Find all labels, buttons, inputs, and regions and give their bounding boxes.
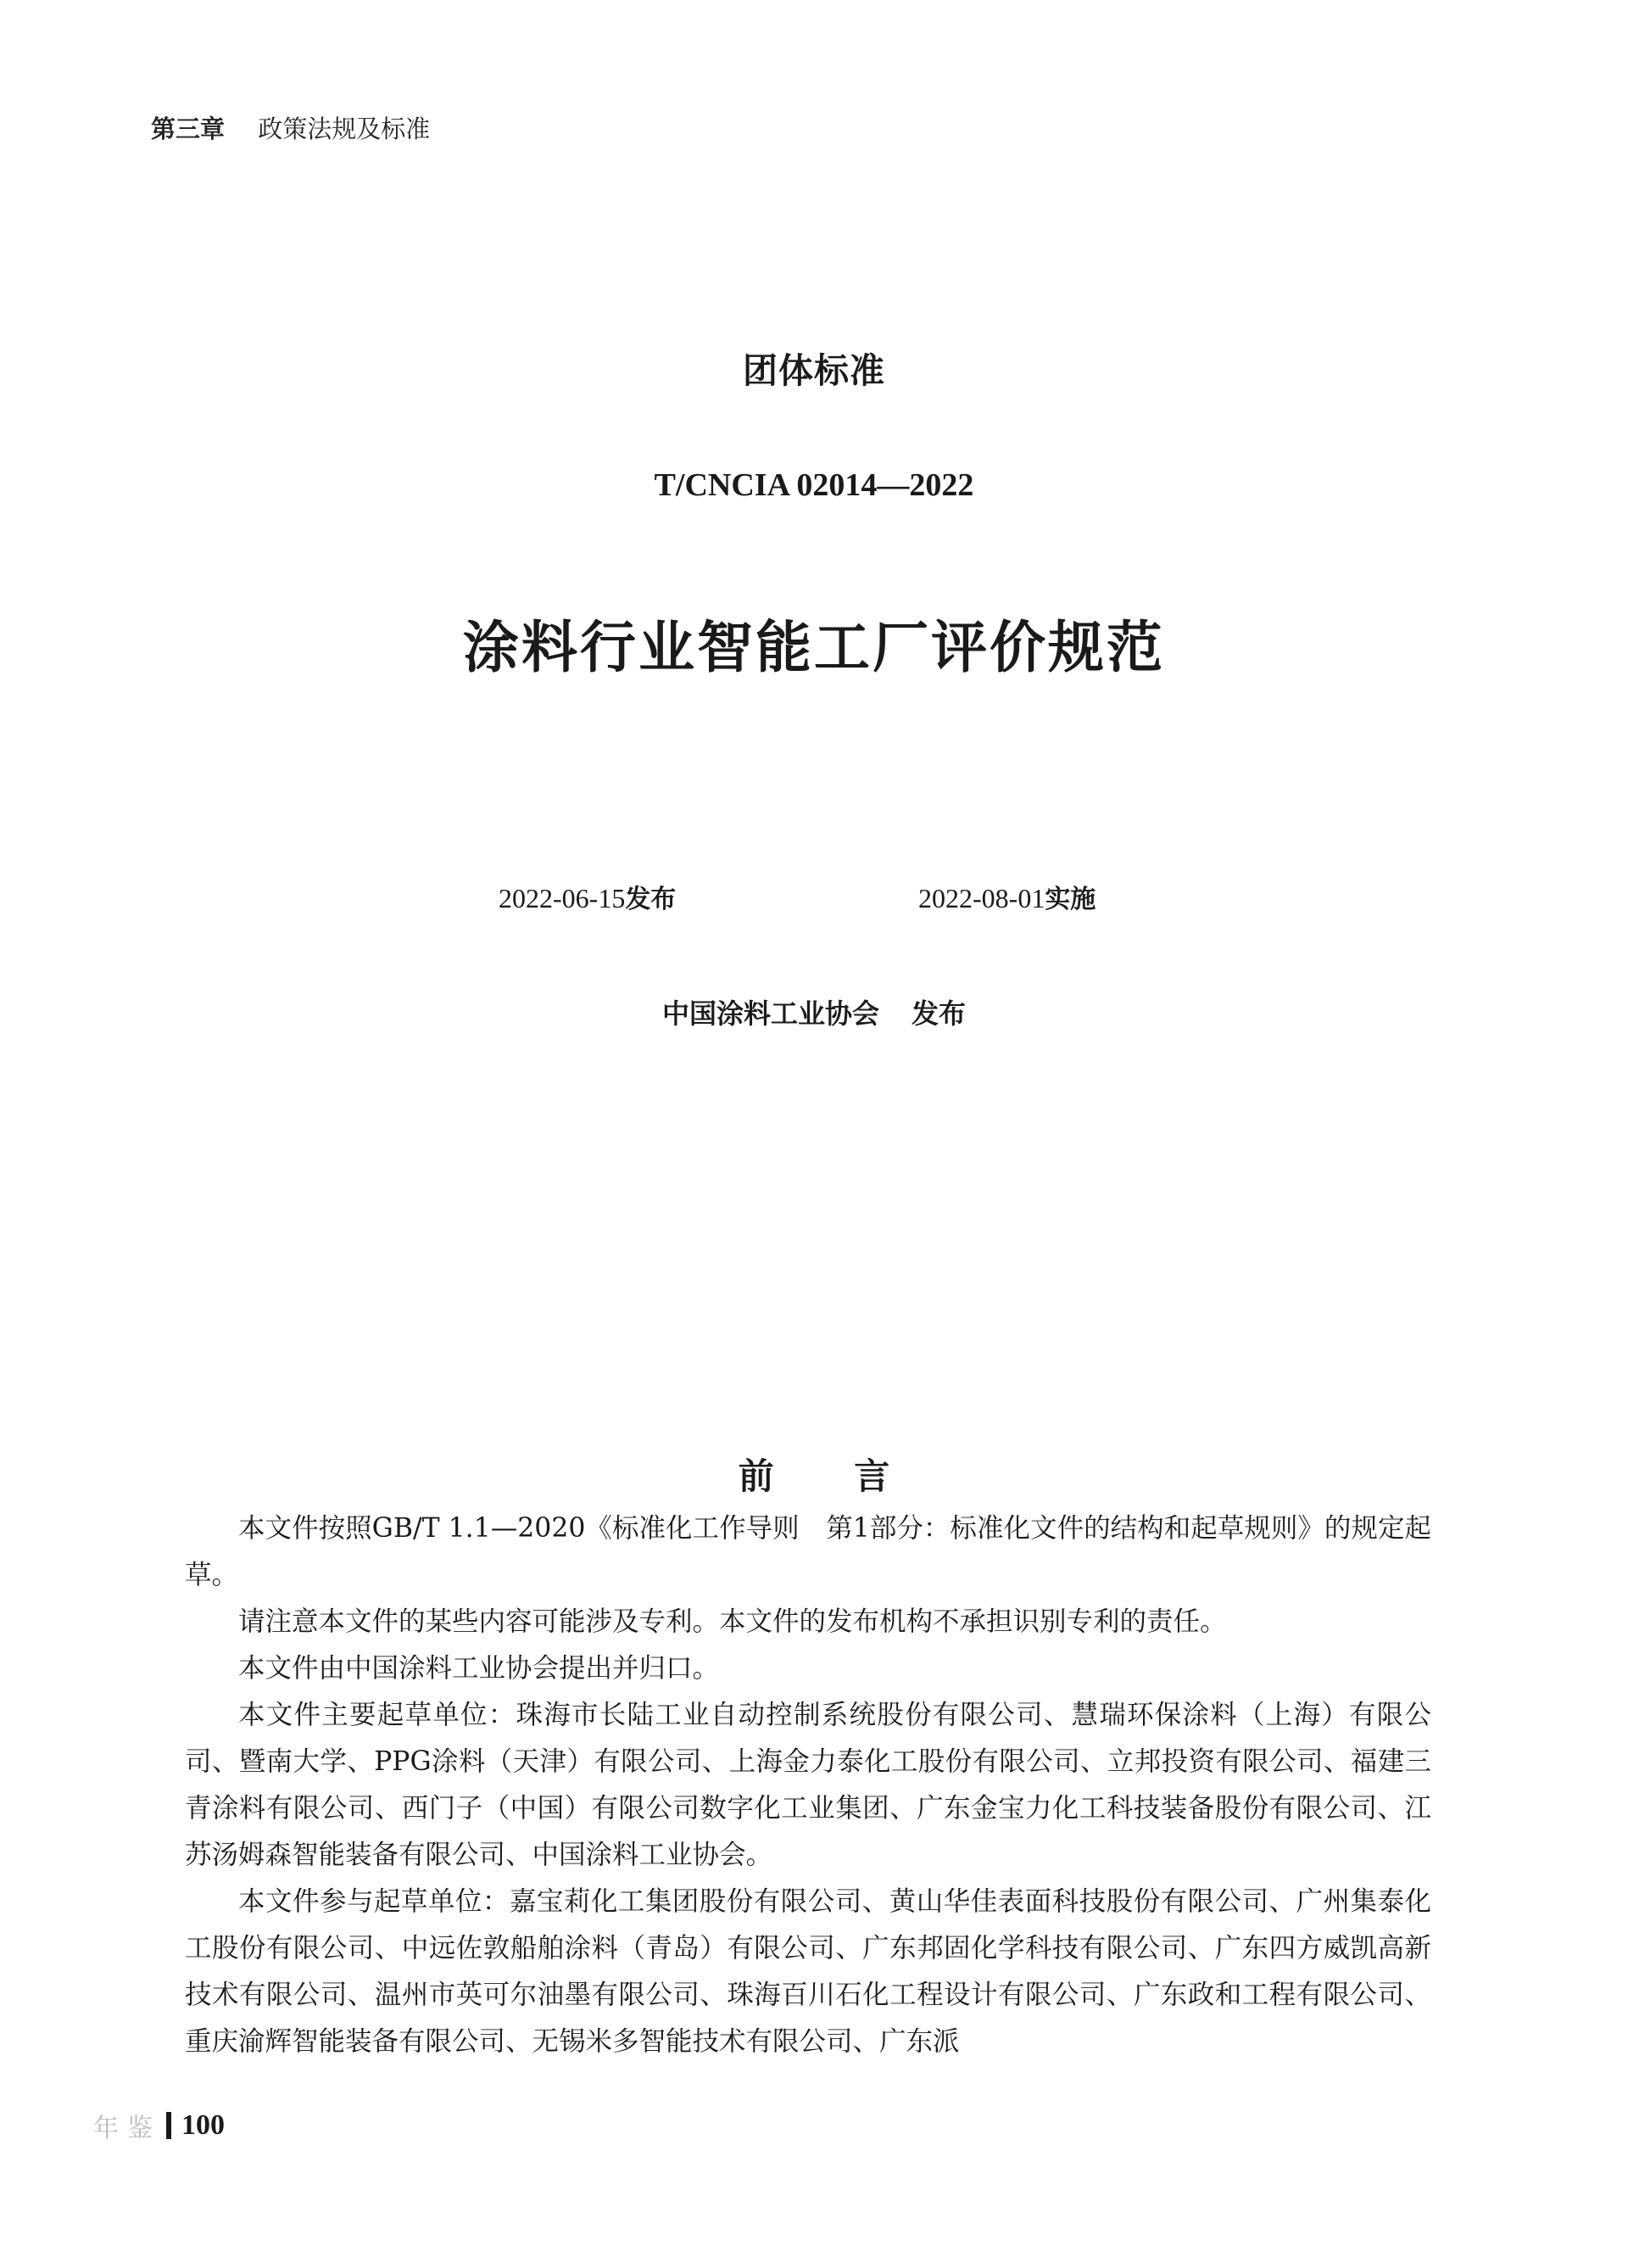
implement-date: 2022-08-01 <box>918 883 1045 913</box>
foreword-paragraph: 本文件由中国涂料工业协会提出并归口。 <box>238 1653 720 1684</box>
page-footer <box>93 2107 225 2144</box>
implement-date-line <box>918 878 1096 915</box>
publisher-name: 中国涂料工业协会 <box>661 997 879 1030</box>
footer-divider <box>166 2112 171 2139</box>
standard-title: 涂料行业智能工厂评价规范 <box>463 614 1165 680</box>
publish-label: 发布 <box>625 885 677 914</box>
foreword-body <box>185 1505 1431 2065</box>
standard-type: 团体标准 <box>743 350 885 391</box>
page-number: 100 <box>181 2109 225 2141</box>
chapter-label: 第三章 <box>151 115 226 143</box>
foreword-paragraph: 本文件按照GB/T 1.1—2020《标准化工作导则 第1部分：标准化文件的结构和起草规则》的规定起草。 <box>185 1513 1431 1590</box>
foreword-paragraph: 请注意本文件的某些内容可能涉及专利。本文件的发布机构不承担识别专利的责任。 <box>238 1606 1227 1637</box>
publisher-action: 发布 <box>912 997 967 1030</box>
publish-date: 2022-06-15 <box>499 883 626 913</box>
running-header <box>151 110 430 145</box>
section-label: 政策法规及标准 <box>258 115 431 143</box>
publish-date-line <box>499 878 676 915</box>
standard-code: T/CNCIA 02014—2022 <box>654 467 974 503</box>
publisher-line <box>0 992 1628 1031</box>
foreword-title: 前 言 <box>738 1455 924 1497</box>
foreword-paragraph: 本文件参与起草单位：嘉宝莉化工集团股份有限公司、黄山华佳表面科技股份有限公司、广州集泰化工股份有限公司、中远佐敦船舶涂料（青岛）有限公司、广东邦固化学科技有限公司、广东四方威凯高新技术有限公司、温州市英可尔油墨有限公司、珠海百川石化工程设计有限公司、广东政和工程有限公司、重庆渝辉智能装备有限公司、无锡米多智能技术有限公司、广东派 <box>185 1886 1431 2057</box>
book-name: 年鉴 <box>93 2114 161 2143</box>
foreword-paragraph: 本文件主要起草单位：珠海市长陆工业自动控制系统股份有限公司、慧瑞环保涂料（上海）有限公司、暨南大学、PPG涂料（天津）有限公司、上海金力泰化工股份有限公司、立邦投资有限公司、福建三青涂料有限公司、西门子（中国）有限公司数字化工业集团、广东金宝力化工科技装备股份有限公司、江苏汤姆森智能装备有限公司、中国涂料工业协会。 <box>185 1700 1431 1870</box>
implement-label: 实施 <box>1045 885 1096 914</box>
